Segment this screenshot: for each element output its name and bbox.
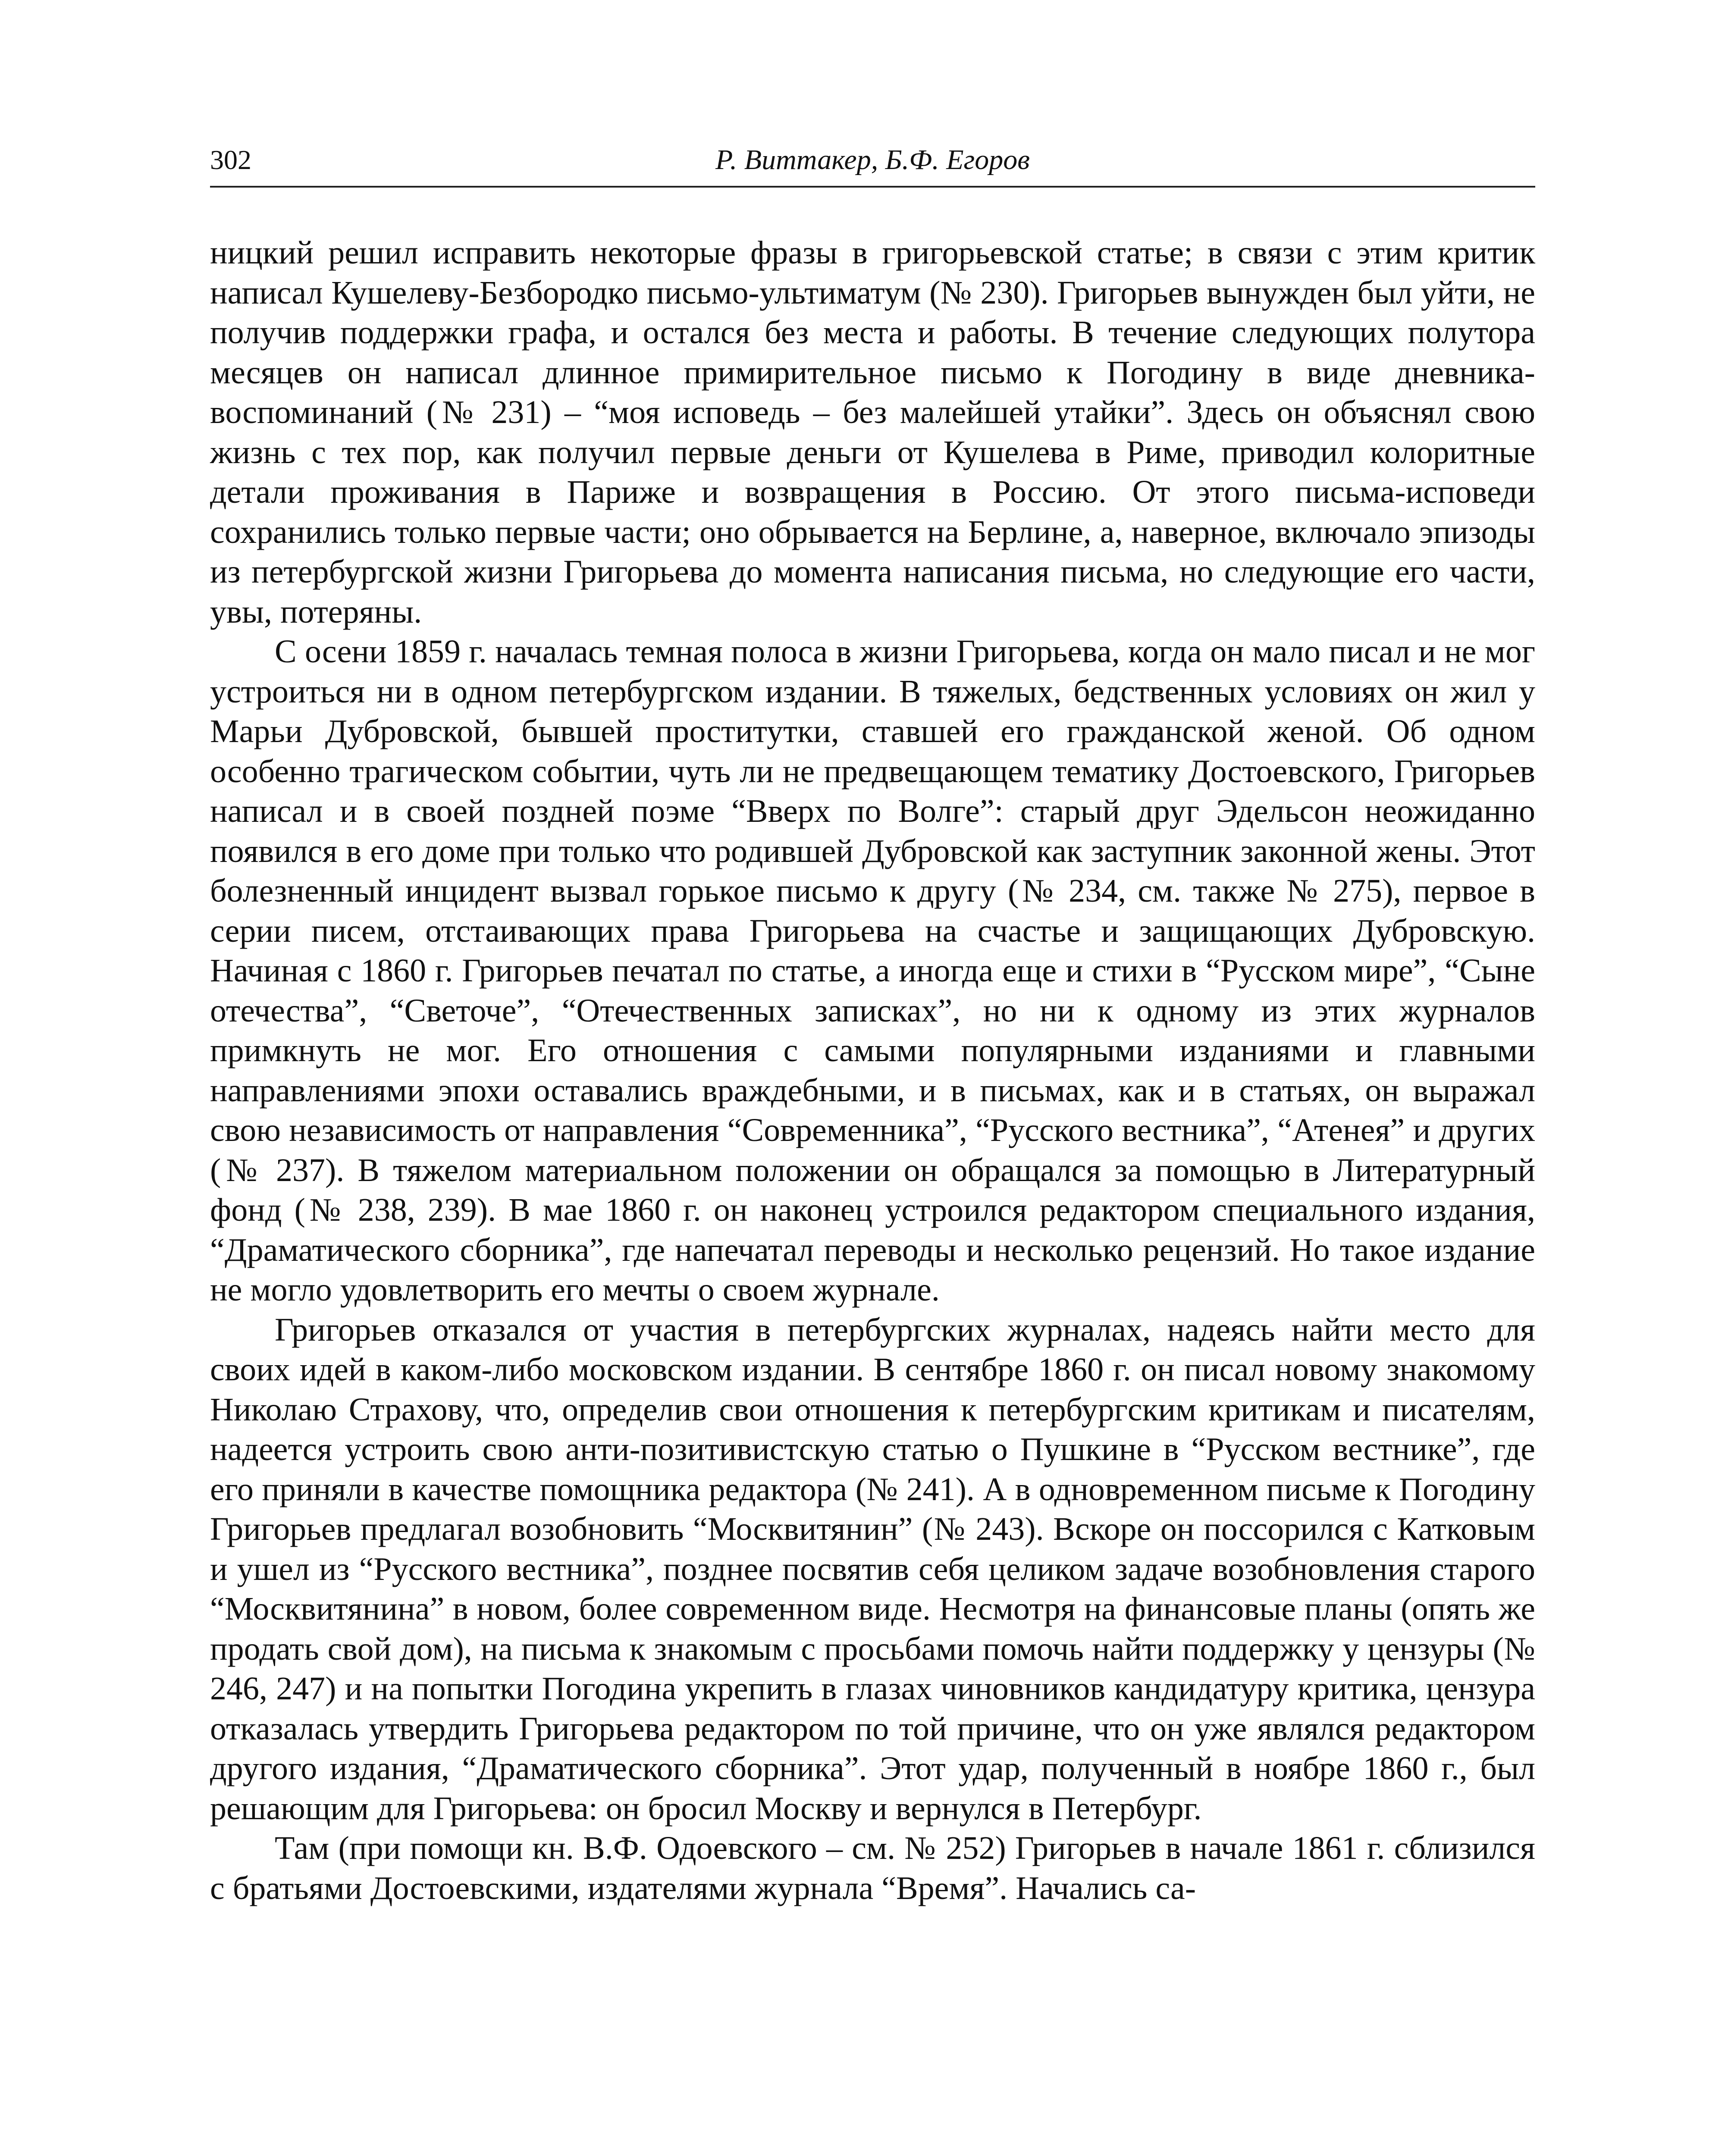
running-title: Р. Виттакер, Б.Ф. Егоров <box>715 144 1030 175</box>
paragraph-3: Григорьев отказался от участия в петербургских журналах, надеясь найти место для своих идей в каком-либо московском издании. В сентябре 1860 г. он писал новому знакомому Николаю Страхову, что, определив свои отношения к петербургским критикам и писателям, надеется устроить свою анти-позитивистскую статью о Пушкине в “Русском вестнике”, где его приняли в качестве помощника редактора (№ 241). А в одновременном письме к Погодину Григорьев предлагал возобновить “Москвитянин” (№ 243). Вскоре он поссорился с Катковым и ушел из “Русского вестника”, позднее посвятив себя целиком задаче возобновления старого “Москвитянина” в новом, более современном виде. Несмотря на финансовые планы (опять же продать свой дом), на письма к знакомым с просьбами помочь найти поддержку у цензуры (№ 246, 247) и на попытки Погодина укрепить в глазах чиновников кандидатуру критика, цензура отказалась утвердить Григорьева редактором по той причине, что он уже являлся редактором другого издания, “Драматического сборника”. Этот удар, полученный в ноябре 1860 г., был решающим для Григорьева: он бросил Москву и вернулся в Петербург. <box>210 1311 1535 1827</box>
page-header <box>210 140 1535 188</box>
paragraph-4: Там (при помощи кн. В.Ф. Одоевского – см. № 252) Григорьев в начале 1861 г. сблизился с братьями Достоевскими, издателями журнала “Время”. Начались са- <box>210 1830 1535 1906</box>
body-text <box>210 233 1535 1908</box>
paragraph-1: ницкий решил исправить некоторые фразы в григорьевской статье; в связи с этим критик написал Кушелеву-Безбородко письмо-ультиматум (№ 230). Григорьев вынужден был уйти, не получив поддержки графа, и остался без места и работы. В течение следующих полутора месяцев он написал длинное примирительное письмо к Погодину в виде дневника-воспоминаний (№ 231) – “моя исповедь – без малейшей утайки”. Здесь он объяснял свою жизнь с тех пор, как получил первые деньги от Кушелева в Риме, приводил колоритные детали проживания в Париже и возвращения в Россию. От этого письма-исповеди сохранились только первые части; оно обрывается на Берлине, а, наверное, включало эпизоды из петербургской жизни Григорьева до момента написания письма, но следующие его части, увы, потеряны. <box>210 235 1535 630</box>
page-number: 302 <box>210 144 251 175</box>
paragraph-2: С осени 1859 г. началась темная полоса в жизни Григорьева, когда он мало писал и не мог устроиться ни в одном петербургском издании. В тяжелых, бедственных условиях он жил у Марьи Дубровской, бывшей проститутки, ставшей его гражданской женой. Об одном особенно трагическом событии, чуть ли не предвещающем тематику Достоевского, Григорьев написал и в своей поздней поэме “Вверх по Волге”: старый друг Эдельсон неожиданно появился в его доме при только что родившей Дубровской как заступник законной жены. Этот болезненный инцидент вызвал горькое письмо к другу (№ 234, см. также № 275), первое в серии писем, отстаивающих права Григорьева на счастье и защищающих Дубровскую. Начиная с 1860 г. Григорьев печатал по статье, а иногда еще и стихи в “Русском мире”, “Сыне отечества”, “Светоче”, “Отечественных записках”, но ни к одному из этих журналов примкнуть не мог. Его отношения с самыми популярными изданиями и главными направлениями эпохи оставались враждебными, и в письмах, как и в статьях, он выражал свою независимость от направления “Современника”, “Русского вестника”, “Атенея” и других (№ 237). В тяжелом материальном положении он обращался за помощью в Литературный фонд (№ 238, 239). В мае 1860 г. он наконец устроился редактором специального издания, “Драматического сборника”, где напечатал переводы и несколько рецензий. Но такое издание не могло удовлетворить его мечты о своем журнале. <box>210 633 1535 1308</box>
